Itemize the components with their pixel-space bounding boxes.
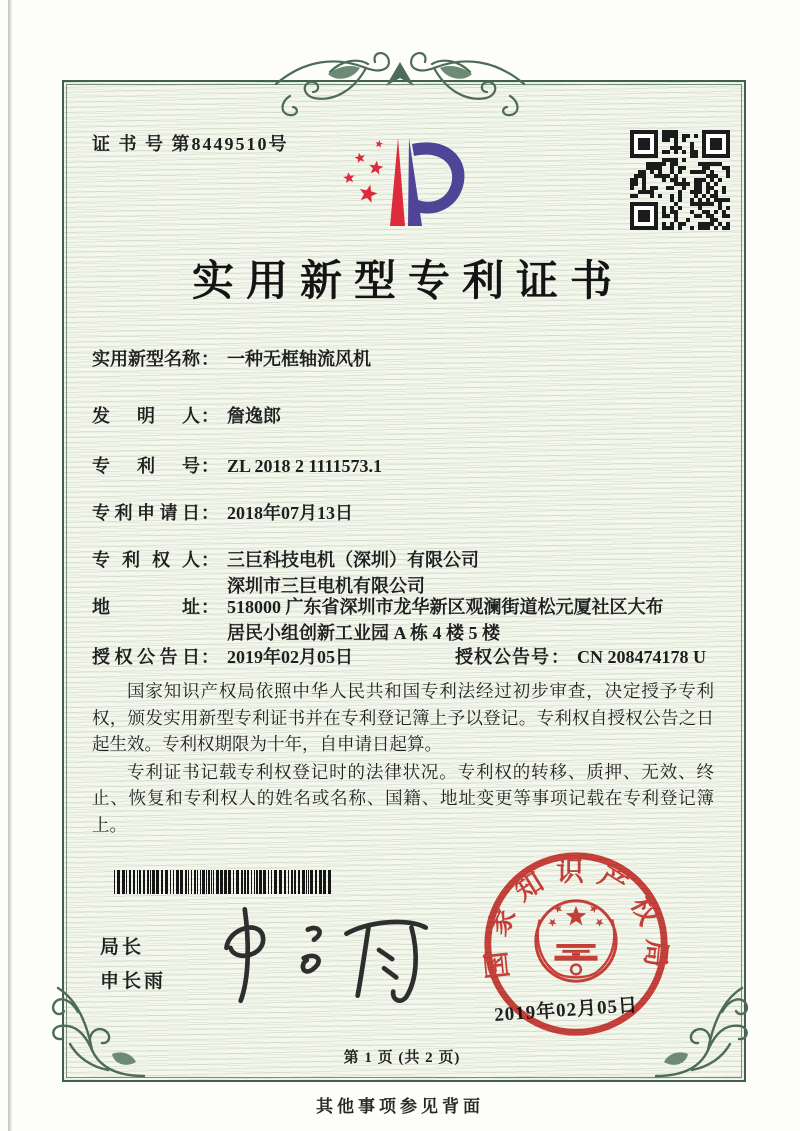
field-value: 三巨科技电机（深圳）有限公司 深圳市三巨电机有限公司 — [227, 550, 479, 596]
field-label: 专利权人 — [92, 550, 200, 570]
field-label: 专利申请日 — [92, 503, 200, 523]
field-value: 518000 广东省深圳市龙华新区观澜街道松元厦社区大布 居民小组创新工业园 A 栋 4 楼 5 楼 — [227, 597, 664, 643]
legal-text-block — [92, 678, 714, 839]
field-value: 詹逸郎 — [227, 406, 281, 426]
field-filing-date: 专利申请日 ： 2018年07月13日 — [92, 500, 353, 526]
logo-p-bowl — [412, 142, 465, 213]
field-value: 2018年07月13日 — [227, 503, 353, 523]
field-label: 专利号 — [92, 456, 200, 476]
scan-edge-shadow — [8, 0, 12, 1131]
see-back-note: 其他事项参见背面 — [316, 1097, 484, 1116]
seal-date: 2019年02月05日 — [493, 994, 639, 1026]
signature-autograph — [198, 903, 442, 1005]
field-label: 授权公告号 — [455, 647, 550, 667]
top-center-flourish-ornament — [270, 44, 530, 130]
paragraph-register-statement: 专利证书记载专利权登记时的法律状况。专利权的转移、质押、无效、终止、恢复和专利权人的姓名或名称、国籍、地址变更等事项记载在专利登记簿上。 — [92, 761, 714, 835]
field-address: 地址 ： 518000 广东省深圳市龙华新区观澜街道松元厦社区大布 居民小组创新工业园 A 栋 4 楼 5 楼 — [92, 594, 664, 646]
field-inventor: 发明人 ： 詹逸郎 — [92, 403, 281, 429]
seal-national-emblem — [536, 901, 616, 981]
field-value: CN 208474178 U — [577, 647, 706, 667]
cnipa-logo — [332, 134, 472, 238]
barcode — [114, 870, 332, 894]
page-number: 第 1 页 (共 2 页) — [343, 1050, 461, 1066]
field-grant-row: 授权公告日 ： 2019年02月05日 授权公告号 ： CN 208474178 U — [92, 644, 714, 670]
field-label: 地址 — [92, 597, 200, 617]
field-value: 一种无框轴流风机 — [227, 349, 371, 369]
field-label: 授权公告日 — [92, 647, 200, 667]
certificate-title: 实用新型专利证书 — [191, 259, 624, 305]
field-patentee: 专利权人 ： 三巨科技电机（深圳）有限公司 深圳市三巨电机有限公司 — [92, 547, 479, 599]
paragraph-grant-statement: 国家知识产权局依照中华人民共和国专利法经过初步审查，决定授予专利权，颁发实用新型专利证书并在专利登记簿上予以登记。专利权自授权公告之日起生效。专利权期限为十年，自申请日起算。 — [92, 681, 714, 754]
field-value: ZL 2018 2 1111573.1 — [227, 456, 383, 476]
field-utility-model-name: 实用新型名称 ： 一种无框轴流风机 — [92, 346, 371, 372]
field-label: 发明人 — [92, 406, 200, 426]
field-grant-number: 授权公告号 ： CN 208474178 U — [455, 644, 706, 670]
logo-red-spike — [390, 138, 405, 226]
seal-ring-text: 国家知识产权局 — [479, 856, 673, 981]
qr-code — [630, 130, 730, 230]
official-seal-stamp — [478, 846, 674, 1042]
field-patent-number: 专利号 ： ZL 2018 2 1111573.1 — [92, 453, 382, 479]
field-label: 实用新型名称 — [92, 349, 200, 369]
director-name: 申长雨 — [100, 971, 167, 992]
certificate-number: 证 书 号 第8449510号 — [92, 134, 289, 154]
director-title: 局长 — [100, 937, 145, 958]
field-value: 2019年02月05日 — [227, 647, 353, 667]
